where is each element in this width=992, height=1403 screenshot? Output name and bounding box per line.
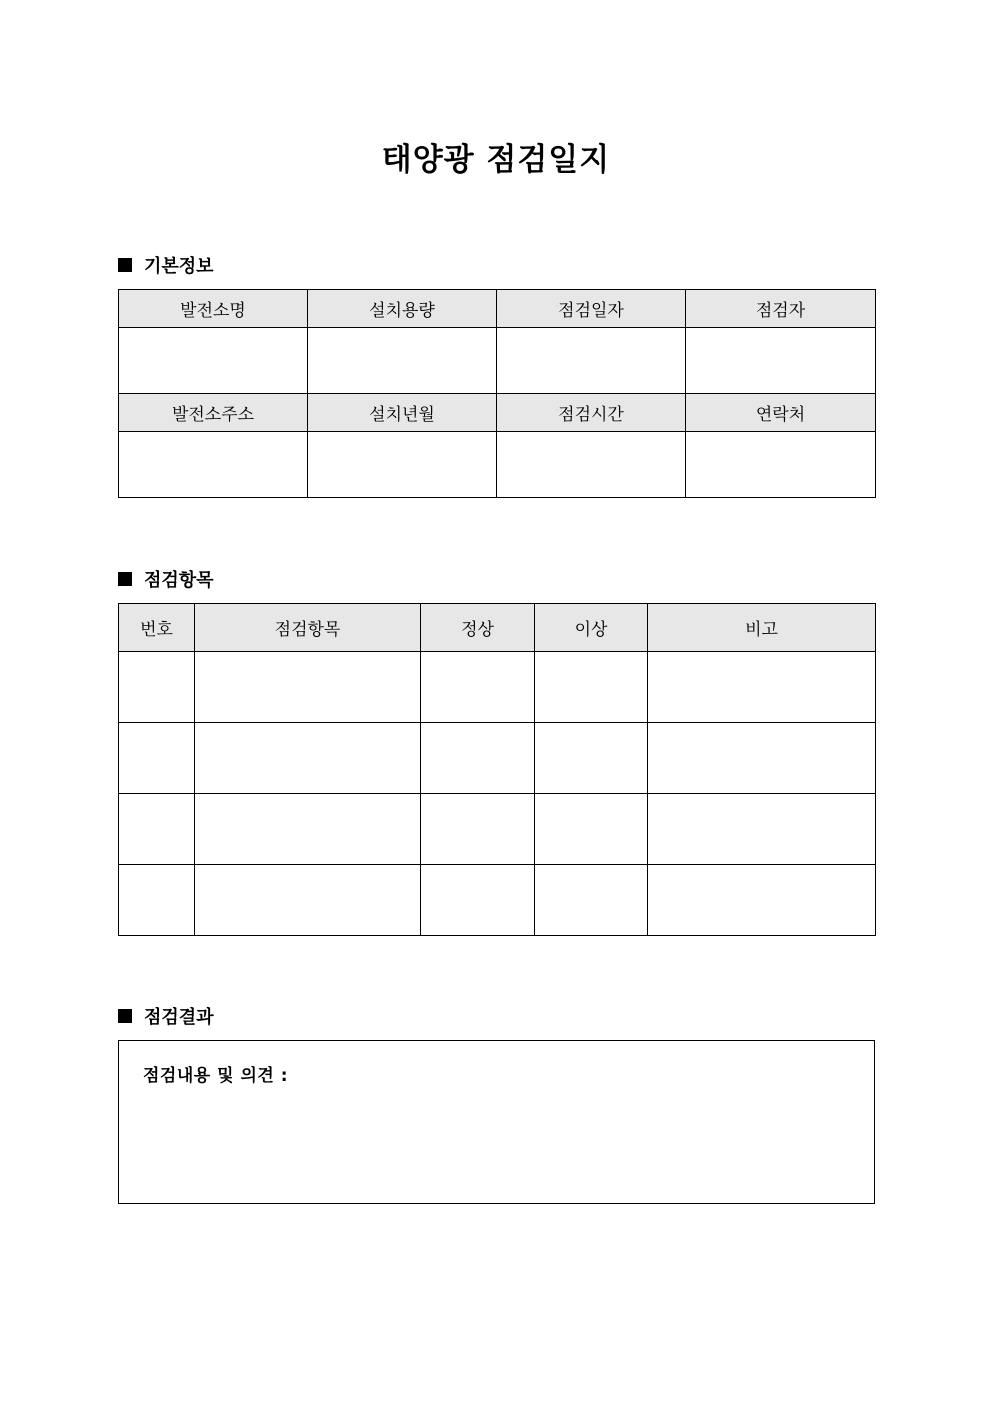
header-cell-number: 번호 [119,604,195,652]
black-square-icon [118,1009,132,1023]
table-row [119,794,876,865]
inspection-items-table [118,603,876,936]
abnormal-cell[interactable] [535,652,648,723]
item-cell[interactable] [195,723,421,794]
black-square-icon [118,258,132,272]
remarks-cell[interactable] [648,865,876,936]
table-row [119,865,876,936]
section-title: 기본정보 [144,256,214,277]
header-cell-inspection-time: 점검시간 [497,394,686,432]
item-cell[interactable] [195,794,421,865]
basic-info-table [118,289,876,498]
abnormal-cell[interactable] [535,794,648,865]
capacity-field[interactable] [308,328,497,394]
header-cell-plant-address: 발전소주소 [119,394,308,432]
header-cell-abnormal: 이상 [535,604,648,652]
item-cell[interactable] [195,652,421,723]
abnormal-cell[interactable] [535,865,648,936]
section-heading-inspection-items [118,567,214,591]
black-square-icon [118,572,132,586]
header-cell-install-date: 설치년월 [308,394,497,432]
section-heading-basic-info [118,253,214,277]
normal-cell[interactable] [421,794,535,865]
section-heading-inspection-result [118,1004,214,1028]
inspector-field[interactable] [686,328,876,394]
remarks-cell[interactable] [648,723,876,794]
item-cell[interactable] [195,865,421,936]
table-input-row [119,328,876,394]
number-cell[interactable] [119,794,195,865]
table-row [119,652,876,723]
normal-cell[interactable] [421,723,535,794]
inspection-result-box[interactable] [118,1040,875,1204]
install-date-field[interactable] [308,432,497,498]
header-cell-remarks: 비고 [648,604,876,652]
inspection-time-field[interactable] [497,432,686,498]
plant-name-field[interactable] [119,328,308,394]
header-cell-capacity: 설치용량 [308,290,497,328]
table-header-row [119,394,876,432]
normal-cell[interactable] [421,865,535,936]
table-header-row [119,604,876,652]
header-cell-contact: 연락처 [686,394,876,432]
plant-address-field[interactable] [119,432,308,498]
abnormal-cell[interactable] [535,723,648,794]
remarks-cell[interactable] [648,794,876,865]
header-cell-inspector: 점검자 [686,290,876,328]
number-cell[interactable] [119,652,195,723]
inspection-date-field[interactable] [497,328,686,394]
page-title: 태양광 점검일지 [381,142,611,178]
table-input-row [119,432,876,498]
result-label: 점검내용 및 의견 : [143,1066,289,1086]
remarks-cell[interactable] [648,652,876,723]
header-cell-plant-name: 발전소명 [119,290,308,328]
table-header-row [119,290,876,328]
header-cell-inspection-date: 점검일자 [497,290,686,328]
header-cell-item: 점검항목 [195,604,421,652]
section-title: 점검결과 [144,1007,214,1028]
table-row [119,723,876,794]
section-title: 점검항목 [144,570,214,591]
normal-cell[interactable] [421,652,535,723]
header-cell-normal: 정상 [421,604,535,652]
number-cell[interactable] [119,865,195,936]
number-cell[interactable] [119,723,195,794]
contact-field[interactable] [686,432,876,498]
